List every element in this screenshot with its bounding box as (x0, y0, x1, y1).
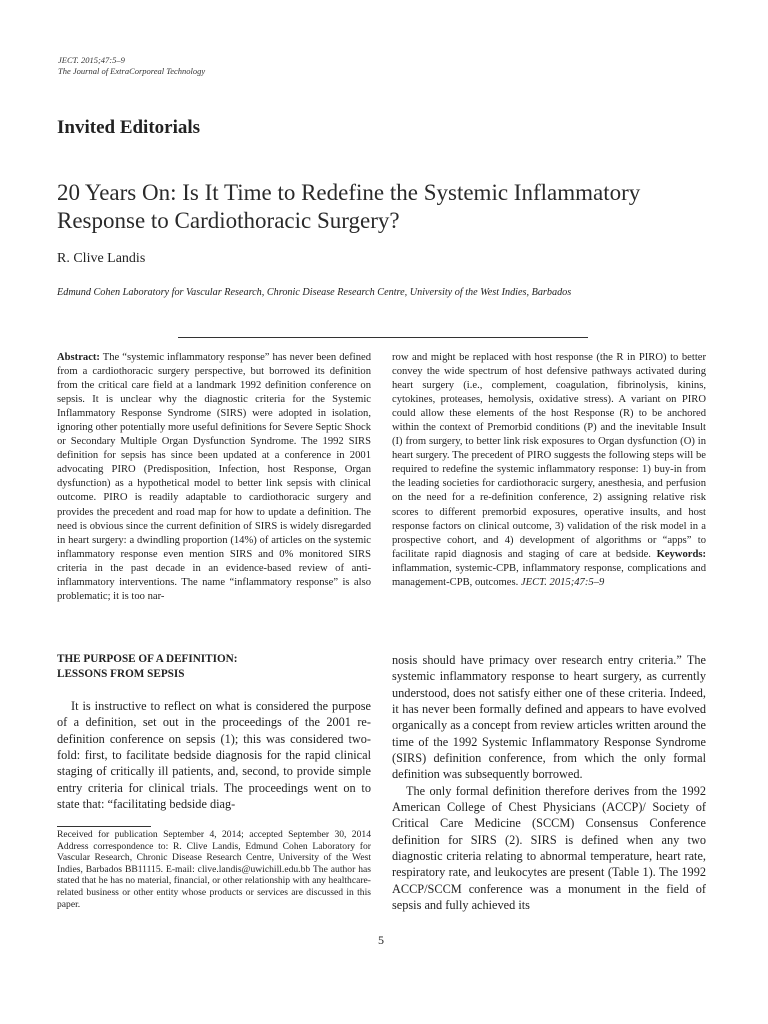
journal-name: The Journal of ExtraCorporeal Technology (58, 66, 206, 76)
abstract-text-right: row and might be replaced with host response (the R in PIRO) to better convey the wide spectrum of host defensive pathways activated during heart surgery (i.e., complement, coagulation, fibrinolysis, kinins, cytokines, proteases, hemolysis, oxidative stress). A variant on PIRO could allow these elements of the host Response (R) to be anchored within the context of Premorbid conditions (P) and the inevitable Insult (I) from surgery, to better link risk exposures to Organ dysfunction (O) in heart surgery. The precedent of PIRO suggests the following steps will be required to redefine the systemic inflammatory response: 1) buy-in from the leading societies for cardiothoracic surgery, anesthesia, and perfusion on the need for a re-definition conference, 2) assigning relative risk scores to different premorbid exposures, operative insults, and host response factors on clinical outcome, 3) validation of the risk model in a prospective cohort, and 4) development of algorithms or “apps” to facilitate rapid diagnosis and staging of care at bedside. (392, 352, 706, 560)
journal-header (58, 55, 205, 77)
affiliation: Edmund Cohen Laboratory for Vascular Research, Chronic Disease Research Centre, University of the West Indies, Barbados (57, 287, 572, 298)
section-1-heading-line-1: THE PURPOSE OF A DEFINITION: (57, 653, 238, 665)
page-number: 5 (378, 933, 384, 947)
abstract-label: Abstract: (57, 352, 100, 363)
section-heading: Invited Editorials (57, 117, 201, 138)
footnote-rule (57, 826, 151, 827)
keywords-label: Keywords: (656, 548, 706, 560)
abstract-left (57, 351, 371, 604)
title-line-1: 20 Years On: Is It Time to Redefine the Systemic Inflammatory (57, 180, 641, 205)
abstract-text-left: The “systemic inflammatory response” has never been defined from a cardiothoracic surgery perspective, but borrowed its definition from the critical care field at a landmark 1992 definition conference on sepsis. It is unclear why the diagnostic criteria for the Systemic Inflammatory Response Syndrome (SIRS) were adopted in isolation, ignoring other potentially more useful definitions for Severe Septic Shock or Secondary Multiple Organ Dysfunction Syndrome. The 1992 SIRS definition for sepsis has since been updated at a conference in 2001 advocating PIRO (Predisposition, Infection, host Response, Organ dysfunction) as a hypothetical model to better link sepsis with clinical outcome. PIRO is readily adaptable to cardiothoracic surgery and provides the precedent and road map for how to update a definition. The need is obvious since the current definition of SIRS is widely disregarded in heart surgery: a dwindling proportion (14%) of articles on the systemic inflammatory response even mention SIRS and 0% monitored SIRS criteria in the past decade in an evidence-based review of anti-inflammatory interventions. The name “inflammatory response” is also problematic; it is too nar- (57, 352, 371, 602)
article-title (57, 179, 747, 235)
author: R. Clive Landis (57, 251, 146, 266)
body-right-column (392, 652, 706, 914)
body-paragraph: nosis should have primacy over research entry criteria.” The systemic inflammatory response to heart surgery, as currently understood, does not satisfy either one of these criteria. Indeed, it has never been formally defined and appears to have evolved organically as a concept from review articles written around the time of the 1992 Systemic Inflammatory Response Syndrome (SIRS) definition conference, from which the only formal definition was subsequently borrowed. (392, 653, 706, 782)
body-left-column (57, 698, 371, 812)
body-paragraph: It is instructive to reflect on what is considered the purpose of a definition, set out in the proceedings of the 2001 re-definition conference on sepsis (1); this was considered two-fold: first, to facilitate bedside diagnosis for the rapid clinical staging of critically ill patients, and, second, to provide simple entry criteria for clinical trials. The proceedings went on to state that: “facilitating bedside diag- (57, 699, 371, 812)
footnote: Received for publication September 4, 2014; accepted September 30, 2014 Address correspondence to: R. Clive Landis, Edmund Cohen Laboratory for Vascular Research, Chronic Disease Research Centre, University of the West Indies, Barbados BB11115. E-mail: clive.landis@uwichill.edu.bb The author has stated that he has no material, financial, or other relationship with any healthcare-related business or other entity whose products or services are discussed in this paper. (57, 829, 371, 910)
title-line-2: Response to Cardiothoracic Surgery? (57, 208, 400, 233)
journal-citation: JECT. 2015;47:5–9 (58, 55, 125, 65)
abstract-citation: JECT. 2015;47:5–9 (520, 576, 605, 588)
section-1-heading (57, 652, 371, 682)
section-1-heading-line-2: LESSONS FROM SEPSIS (57, 668, 185, 680)
divider (178, 337, 588, 338)
abstract-right (392, 351, 706, 590)
body-paragraph: The only formal definition therefore derives from the 1992 American College of Chest Physicians (ACCP)/ Society of Critical Care Medicine (SCCM) Consensus Conference definition for SIRS (2). SIRS is defined when any two diagnostic criteria relating to abnormal temperature, heart rate, respiratory rate, and leukocytes are present (Table 1). The 1992 ACCP/SCCM conference was a monument in the field of sepsis and fully achieved its (392, 783, 706, 913)
keywords-text: inflammation, systemic-CPB, inflammatory response, complications and management-CPB, outcomes. (392, 562, 706, 588)
